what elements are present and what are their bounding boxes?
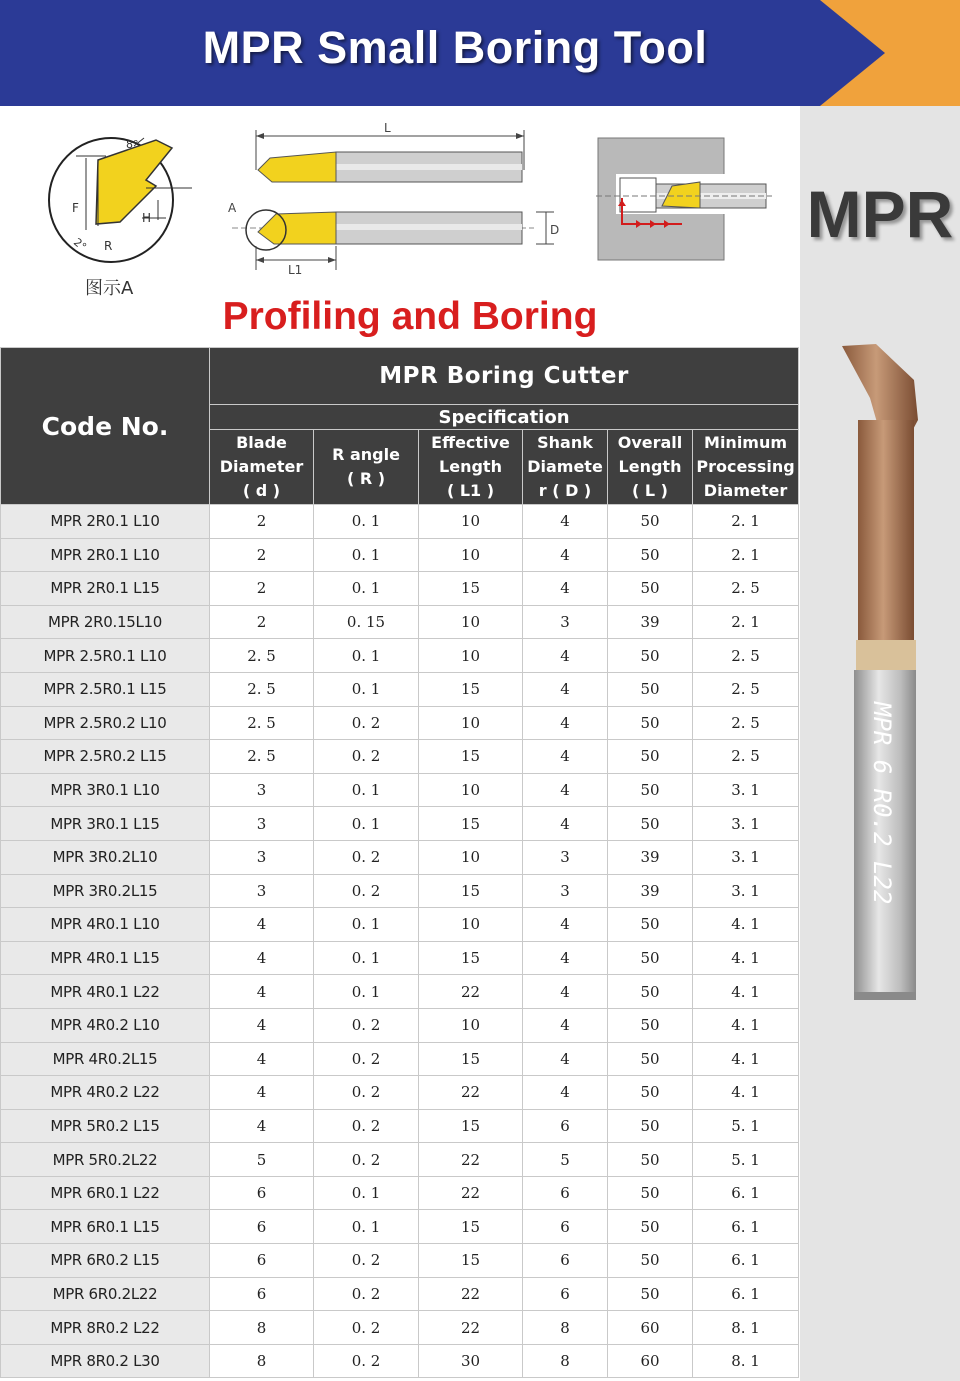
column-header-line: Overall [617,433,683,452]
group-header: MPR Boring Cutter [210,348,799,405]
value-cell: 4. 1 [693,975,799,1009]
value-cell: 4 [523,941,608,975]
value-cell: 4 [523,572,608,606]
value-cell: 0. 1 [314,1176,419,1210]
value-cell: 3. 1 [693,807,799,841]
column-header-3 [419,430,523,505]
f-label: F [72,201,79,215]
code-cell: MPR 5R0.2L22 [1,1143,210,1177]
column-header-line: ( R ) [346,469,386,488]
value-cell: 4. 1 [693,1042,799,1076]
code-no-header: Code No. [1,348,210,505]
table-row [1,908,799,942]
value-cell: 8 [210,1344,314,1378]
value-cell: 4 [523,908,608,942]
value-cell: 4. 1 [693,908,799,942]
value-cell: 50 [608,1042,693,1076]
value-cell: 0. 1 [314,1210,419,1244]
table-row [1,706,799,740]
value-cell: 15 [419,941,523,975]
value-cell: 15 [419,1210,523,1244]
value-cell: 4 [523,505,608,539]
value-cell: 4 [523,975,608,1009]
value-cell: 22 [419,1277,523,1311]
code-cell: MPR 5R0.2 L15 [1,1109,210,1143]
value-cell: 4 [210,1008,314,1042]
column-header-line: Processing [696,457,795,476]
value-cell: 50 [608,639,693,673]
value-cell: 50 [608,1176,693,1210]
value-cell: 3 [210,874,314,908]
value-cell: 6 [523,1176,608,1210]
value-cell: 15 [419,1244,523,1278]
table-row [1,840,799,874]
table-row [1,1143,799,1177]
value-cell: 4. 1 [693,1008,799,1042]
value-cell: 4. 1 [693,1076,799,1110]
table-row [1,1244,799,1278]
value-cell: 22 [419,1143,523,1177]
column-header-line: Diameter [219,457,304,476]
value-cell: 15 [419,740,523,774]
value-cell: 4 [210,975,314,1009]
table-row [1,773,799,807]
column-header-line: Effective [431,433,510,452]
code-cell: MPR 3R0.2L15 [1,874,210,908]
value-cell: 50 [608,1076,693,1110]
value-cell: 2. 5 [210,740,314,774]
value-cell: 10 [419,1008,523,1042]
value-cell: 0. 2 [314,706,419,740]
value-cell: 0. 2 [314,874,419,908]
code-cell: MPR 3R0.1 L10 [1,773,210,807]
code-cell: MPR 2.5R0.1 L15 [1,672,210,706]
value-cell: 50 [608,572,693,606]
code-cell: MPR 2R0.1 L15 [1,572,210,606]
value-cell: 50 [608,1109,693,1143]
value-cell: 10 [419,605,523,639]
table-row [1,941,799,975]
value-cell: 8. 1 [693,1344,799,1378]
value-cell: 22 [419,1076,523,1110]
value-cell: 50 [608,941,693,975]
value-cell: 4 [523,1076,608,1110]
value-cell: 4 [523,740,608,774]
code-cell: MPR 4R0.1 L22 [1,975,210,1009]
column-header-line: ( L ) [632,481,668,500]
table-row [1,1076,799,1110]
value-cell: 4 [523,1042,608,1076]
l-label: L [384,121,391,135]
tool-dimension-diagram [224,120,574,280]
code-cell: MPR 4R0.2 L22 [1,1076,210,1110]
value-cell: 6 [523,1244,608,1278]
code-cell: MPR 2R0.1 L10 [1,538,210,572]
column-header-line: Diameter [703,481,788,500]
column-header-line: Length [618,457,682,476]
value-cell: 6. 1 [693,1210,799,1244]
value-cell: 3 [210,840,314,874]
column-header-4 [523,430,608,505]
code-cell: MPR 6R0.1 L22 [1,1176,210,1210]
value-cell: 2. 5 [693,706,799,740]
value-cell: 0. 1 [314,908,419,942]
code-cell: MPR 6R0.2L22 [1,1277,210,1311]
column-header-line: Minimum [704,433,788,452]
table-row [1,874,799,908]
value-cell: 2 [210,605,314,639]
value-cell: 3 [210,773,314,807]
column-header-line: Length [439,457,502,476]
table-row [1,672,799,706]
value-cell: 6. 1 [693,1277,799,1311]
column-header-line: r ( D ) [538,481,592,500]
code-cell: MPR 4R0.1 L15 [1,941,210,975]
section-subtitle: Profiling and Boring [222,295,598,338]
code-cell: MPR 4R0.2L15 [1,1042,210,1076]
tool-engraving: MPR 6 R0.2 L22 [868,702,896,905]
value-cell: 2. 1 [693,605,799,639]
value-cell: 0. 1 [314,572,419,606]
value-cell: 0. 1 [314,941,419,975]
table-row [1,505,799,539]
spec-header: Specification [210,405,799,430]
value-cell: 0. 2 [314,1277,419,1311]
value-cell: 50 [608,1210,693,1244]
column-header-line: Diamete [527,457,603,476]
value-cell: 6. 1 [693,1244,799,1278]
table-row [1,1176,799,1210]
value-cell: 2. 1 [693,505,799,539]
table-row [1,1042,799,1076]
code-cell: MPR 6R0.1 L15 [1,1210,210,1244]
table-row [1,1344,799,1378]
value-cell: 6 [210,1277,314,1311]
value-cell: 3 [523,840,608,874]
column-header-line: ( L1 ) [446,481,495,500]
value-cell: 3. 1 [693,773,799,807]
value-cell: 0. 1 [314,975,419,1009]
code-cell: MPR 8R0.2 L30 [1,1344,210,1378]
code-cell: MPR 3R0.1 L15 [1,807,210,841]
value-cell: 39 [608,605,693,639]
value-cell: 8. 1 [693,1311,799,1345]
value-cell: 0. 2 [314,1344,419,1378]
value-cell: 3 [523,605,608,639]
profile-diagram [46,130,196,270]
value-cell: 6 [210,1176,314,1210]
value-cell: 4 [210,1042,314,1076]
value-cell: 15 [419,807,523,841]
value-cell: 4 [523,773,608,807]
value-cell: 10 [419,908,523,942]
value-cell: 3 [210,807,314,841]
value-cell: 50 [608,908,693,942]
value-cell: 6 [523,1277,608,1311]
value-cell: 22 [419,975,523,1009]
column-header-2 [314,430,419,505]
table-row [1,572,799,606]
table-row [1,1277,799,1311]
h-label: H [142,211,152,225]
spec-table [0,347,799,1378]
value-cell: 0. 1 [314,807,419,841]
value-cell: 50 [608,1244,693,1278]
code-cell: MPR 2R0.15L10 [1,605,210,639]
code-cell: MPR 2.5R0.2 L15 [1,740,210,774]
value-cell: 0. 2 [314,840,419,874]
value-cell: 50 [608,1008,693,1042]
profile-caption: 图示A [85,278,134,299]
value-cell: 2 [210,538,314,572]
column-header-line: Blade [236,433,287,452]
value-cell: 15 [419,672,523,706]
value-cell: 4. 1 [693,941,799,975]
value-cell: 50 [608,505,693,539]
code-cell: MPR 2R0.1 L10 [1,505,210,539]
value-cell: 3 [523,874,608,908]
value-cell: 0. 2 [314,1109,419,1143]
value-cell: 39 [608,874,693,908]
value-cell: 50 [608,706,693,740]
value-cell: 5. 1 [693,1109,799,1143]
value-cell: 6. 1 [693,1176,799,1210]
value-cell: 4 [523,538,608,572]
value-cell: 3. 1 [693,874,799,908]
value-cell: 6 [210,1210,314,1244]
column-header-5 [608,430,693,505]
table-row [1,1109,799,1143]
value-cell: 2. 1 [693,538,799,572]
value-cell: 50 [608,1143,693,1177]
column-header-line: R angle [332,445,400,464]
value-cell: 4 [523,639,608,673]
code-cell: MPR 6R0.2 L15 [1,1244,210,1278]
value-cell: 0. 2 [314,1076,419,1110]
table-row [1,1311,799,1345]
value-cell: 2. 5 [210,706,314,740]
value-cell: 10 [419,706,523,740]
column-header-6 [693,430,799,505]
value-cell: 0. 1 [314,505,419,539]
value-cell: 10 [419,840,523,874]
column-header-line: ( d ) [242,481,281,500]
value-cell: 2. 5 [210,639,314,673]
value-cell: 8 [523,1311,608,1345]
column-header-1 [210,430,314,505]
d-label: D [550,223,560,237]
value-cell: 50 [608,740,693,774]
value-cell: 50 [608,1277,693,1311]
value-cell: 6 [523,1109,608,1143]
value-cell: 5 [210,1143,314,1177]
value-cell: 0. 1 [314,538,419,572]
value-cell: 50 [608,538,693,572]
code-cell: MPR 2.5R0.1 L10 [1,639,210,673]
brand-logo-text: MPR [806,177,954,251]
table-row [1,538,799,572]
column-header-line: Shank [537,433,593,452]
value-cell: 4 [210,1109,314,1143]
value-cell: 50 [608,975,693,1009]
value-cell: 4 [210,941,314,975]
value-cell: 4 [523,706,608,740]
value-cell: 10 [419,538,523,572]
value-cell: 10 [419,773,523,807]
value-cell: 2. 5 [210,672,314,706]
angle-label: 8° [126,138,139,151]
table-row [1,639,799,673]
table-row [1,740,799,774]
value-cell: 8 [210,1311,314,1345]
value-cell: 5 [523,1143,608,1177]
code-cell: MPR 4R0.1 L10 [1,908,210,942]
value-cell: 15 [419,1042,523,1076]
code-cell: MPR 4R0.2 L10 [1,1008,210,1042]
value-cell: 2. 5 [693,572,799,606]
table-body [1,505,799,1378]
value-cell: 0. 2 [314,1008,419,1042]
value-cell: 5. 1 [693,1143,799,1177]
code-cell: MPR 8R0.2 L22 [1,1311,210,1345]
value-cell: 30 [419,1344,523,1378]
value-cell: 8 [523,1344,608,1378]
value-cell: 10 [419,639,523,673]
value-cell: 60 [608,1311,693,1345]
value-cell: 50 [608,672,693,706]
value-cell: 2 [210,505,314,539]
code-cell: MPR 2.5R0.2 L10 [1,706,210,740]
value-cell: 39 [608,840,693,874]
value-cell: 0. 2 [314,1042,419,1076]
value-cell: 10 [419,505,523,539]
table-row [1,807,799,841]
value-cell: 50 [608,773,693,807]
value-cell: 15 [419,874,523,908]
table-row [1,1008,799,1042]
value-cell: 0. 15 [314,605,419,639]
value-cell: 2. 5 [693,740,799,774]
value-cell: 0. 2 [314,1244,419,1278]
value-cell: 4 [210,908,314,942]
value-cell: 3. 1 [693,840,799,874]
value-cell: 4 [523,807,608,841]
boring-tool-image [836,340,936,1010]
value-cell: 4 [210,1076,314,1110]
header-banner [0,0,960,106]
value-cell: 50 [608,807,693,841]
value-cell: 0. 2 [314,1311,419,1345]
r-label: R [104,239,113,253]
value-cell: 6 [210,1244,314,1278]
value-cell: 60 [608,1344,693,1378]
page-title: MPR Small Boring Tool [202,22,708,73]
table-row [1,605,799,639]
angle2-label: 2° [70,235,89,254]
code-cell: MPR 3R0.2L10 [1,840,210,874]
value-cell: 2 [210,572,314,606]
value-cell: 2. 5 [693,672,799,706]
value-cell: 6 [523,1210,608,1244]
value-cell: 0. 2 [314,740,419,774]
value-cell: 0. 1 [314,672,419,706]
value-cell: 4 [523,672,608,706]
value-cell: 22 [419,1311,523,1345]
value-cell: 15 [419,572,523,606]
value-cell: 15 [419,1109,523,1143]
boring-operation-diagram [596,136,772,264]
value-cell: 0. 1 [314,773,419,807]
value-cell: 22 [419,1176,523,1210]
l1-label: L1 [288,263,303,277]
table-row [1,1210,799,1244]
value-cell: 0. 2 [314,1143,419,1177]
value-cell: 2. 5 [693,639,799,673]
table-row [1,975,799,1009]
value-cell: 4 [523,1008,608,1042]
a-label: A [228,201,237,215]
value-cell: 0. 1 [314,639,419,673]
